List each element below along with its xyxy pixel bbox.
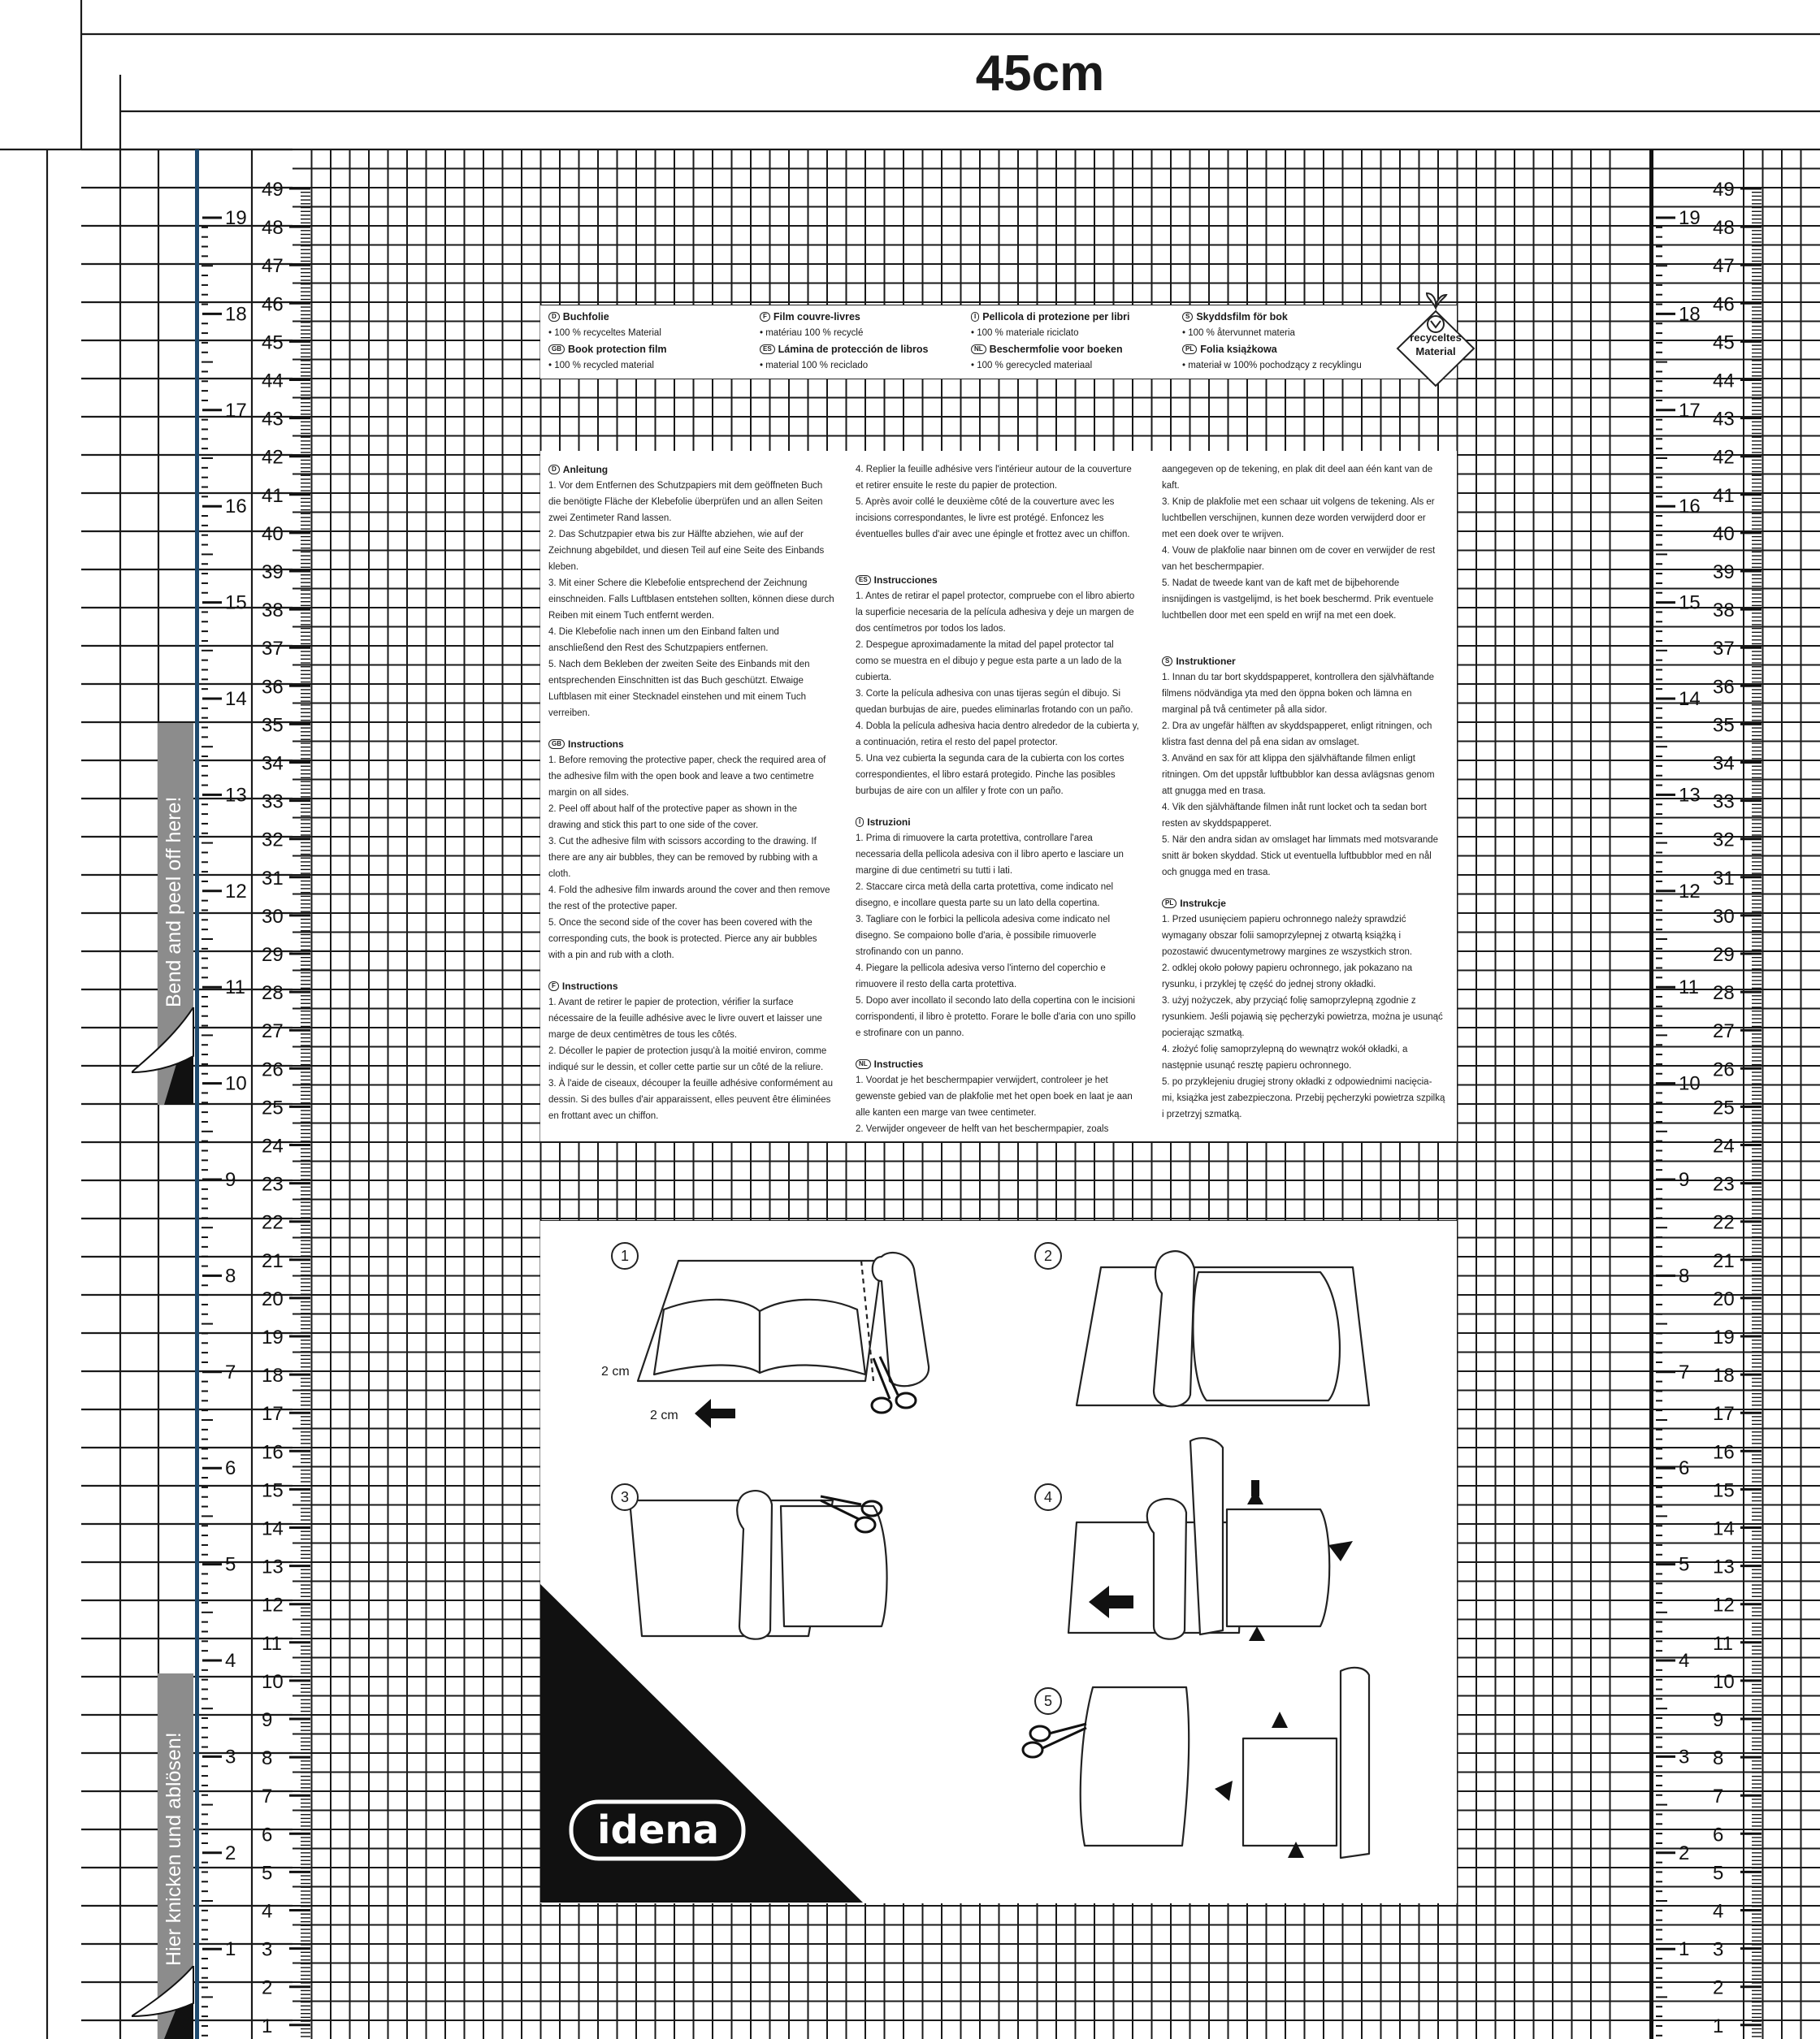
ruler-large-label: 34 [1713,752,1735,775]
ruler-large-label: 40 [1713,522,1735,545]
instruction-heading [856,1056,1148,1072]
ruler-large-label: 13 [262,1556,284,1578]
ruler-large-label: 20 [262,1288,284,1310]
ruler-large-label: 3 [262,1938,273,1961]
material-title [548,309,661,325]
ruler-large-label: 46 [262,293,284,316]
language-badge: S [1182,312,1193,322]
ruler-large-label: 38 [262,600,284,622]
ruler-large-label: 12 [262,1594,284,1617]
step5-book-a [1081,1687,1189,1846]
ruler-small-label: 12 [225,880,247,903]
ruler-large-label: 13 [1713,1556,1735,1578]
ruler-large-label: 7 [1713,1786,1724,1808]
ruler-large-label: 15 [262,1479,284,1502]
ruler-small-label: 1 [225,1938,236,1961]
ruler-large-label: 28 [262,982,284,1005]
step3-book [781,1506,887,1626]
step5-cover [1341,1668,1369,1858]
ruler-large-label: 31 [262,867,284,890]
ruler-large-label: 35 [1713,714,1735,737]
instruction-heading-text: Instruktioner [1176,656,1236,667]
material-note: • 100 % recycled material [548,361,654,370]
instruction-heading [548,736,841,752]
material-title [760,309,863,325]
material-note: • material 100 % reciclado [760,361,869,370]
material-entry [548,309,661,341]
ruler-large-label: 27 [262,1020,284,1043]
ruler-small-label: 3 [225,1746,236,1768]
ruler-large-label: 14 [262,1517,284,1540]
ruler-large-label: 17 [1713,1403,1735,1426]
peel-label-en: Bend and peel off here! [162,796,185,1007]
material-title-text: Film couvre-livres [773,311,860,323]
ruler-large-label: 46 [1713,293,1735,316]
ruler-small-label: 2 [1679,1842,1690,1864]
ruler-large-label: 18 [1713,1365,1735,1387]
ruler-small-label: 15 [225,591,247,614]
brand-logo-text: idena [597,1807,719,1853]
width-dimension-label: 45cm [975,45,1105,102]
ruler-large-label: 12 [1713,1594,1735,1617]
instruction-text: 1. Before removing the protective paper, check the required area of the adhesive film with the open book and leave a two centimetre margin on all sides. 2. Peel off about half of the protective paper as shown in the drawing and stick this part to one side of the cover. 3. Cut the adhesive film with scissors according to the drawing. If there are any air bubbles, they can be removed by rubbing with a cloth. 4. Fold the adhesive film inwards around the cover and then remove the rest of the protective paper. 5. Once the second side of the cover has been covered with the corresponding cuts, the book is protected. Pierce any air bubbles with a pin and rub with a cloth. [548,755,830,960]
ruler-large-label: 39 [262,561,284,583]
ruler-large-label: 45 [262,331,284,354]
ruler-large-label: 3 [1713,1938,1724,1961]
ruler-large-label: 26 [262,1058,284,1081]
ruler-small-label: 10 [1679,1072,1701,1095]
ruler-large-label: 43 [1713,408,1735,431]
material-title-text: Book protection film [568,344,667,355]
ruler-small-label: 5 [1679,1553,1690,1576]
peel-corner-de-icon [132,1966,195,2039]
instruction-text: 1. Avant de retirer le papier de protection, vérifier la surface nécessaire de la feuille adhésive avec le livre ouvert et laisser une marge de deux centimètres de tous les côtés. 2. Décoller le papier de protection jusqu'à la moitié environ, comme indiqué sur le dessin, et coller cette partie sur un côté de la reliure. 3. À l'aide de ciseaux, découper la feuille adhésive conformément au dessin. Si des bulles d'air apparaissent, elles peuvent être éliminées en frottant avec un chiffon. [548,998,833,1121]
material-entry [548,341,667,374]
instruction-heading-text: Instructies [873,1058,924,1070]
ruler-large-label: 49 [262,179,284,201]
instruction-text: 1. Innan du tar bort skyddspapperet, kontrollera den självhäftande filmens nödvändiga yta med den öppna boken och lämna en marginal på två centimeter på alla sidor. 2. Dra av ungefär hälften av skyddspapperet, enligt ritningen, och klistra fast denna del på ena sidan av omslaget. 3. Använd en sax för att klippa den självhäftande filmen enligt ritningen. Om det uppstår luftbubblor kan dessa avlägsnas genom att gnugga med en trasa. 4. Vik den självhäftande filmen inåt runt locket och ta sedan bort resten av skyddspapperet. 5. När den andra sidan av omslaget har limmats med motsvarande snitt är boken skyddad. Stick ut eventuella luftbubblor med en nål och gnugga med en trasa. [1162,673,1439,877]
ruler-small-label: 16 [1679,496,1701,518]
ruler-large-label: 30 [262,905,284,928]
ruler-small-label: 16 [225,496,247,518]
ruler-large-label: 32 [1713,829,1735,851]
ruler-small-label: 7 [225,1361,236,1383]
ruler-large-label: 19 [262,1327,284,1349]
ruler-large-label: 44 [262,370,284,392]
ruler-small-label: 9 [225,1169,236,1191]
ruler-small-label: 13 [1679,784,1701,807]
ruler-large-label: 9 [1713,1709,1724,1731]
step3-roll [737,1491,772,1639]
material-title [971,341,1123,357]
ruler-large-label: 5 [262,1862,273,1885]
ruler-large-label: 15 [1713,1479,1735,1502]
ruler-small-label: 17 [225,399,247,422]
ruler-large-label: 25 [1713,1097,1735,1119]
ruler-large-label: 47 [1713,255,1735,278]
instruction-text: 1. Przed usunięciem papieru ochronnego należy sprawdzić wymagany obszar folii samoprzylepnej z otwartą książką i pozostawić dwucentymetrowy margines ze wszystkich stron. 2. odklej około połowy papieru ochronnego, jak pokazano na rysunku, i przyklej tę część do jednej strony okładki. 3. użyj nożyczek, aby przyciąć folię samoprzylepną zgodnie z rysunkiem. Jeśli pojawią się pęcherzyki powietrza, można je usunąć pocierając szmatką. 4. złożyć folię samoprzylepną do wewnątrz wokół okładki, a następnie usunąć resztę papieru ochronnego. 5. po przyklejeniu drugiej strony okładki z odpowiednimi nacięcia- mi, książka jest zabezpieczona. Przebij pęcherzyki powietrza szpilką i przetrzyj szmatką. [1162,915,1445,1119]
ruler-large-label: 2 [262,1976,273,1999]
instruction-heading-text: Instrukcje [1180,898,1226,909]
material-title [548,341,667,357]
step1-book-left [654,1300,760,1374]
ruler-large-label: 42 [1713,446,1735,469]
ruler-small-label: 10 [225,1072,247,1095]
language-badge: PL [1162,898,1176,908]
ruler-small-label: 3 [1679,1746,1690,1768]
ruler-large-label: 21 [1713,1249,1735,1272]
instructions-column [856,461,1148,1137]
ruler-large-label: 1 [1713,2015,1724,2037]
ruler-small-label: 18 [225,303,247,326]
instruction-heading [1162,653,1454,669]
instruction-heading [548,978,841,994]
ruler-large-label: 37 [262,638,284,660]
ruler-large-label: 11 [262,1632,282,1655]
ruler-large-label: 29 [1713,944,1735,966]
ruler-large-label: 26 [1713,1058,1735,1081]
language-badge: S [1162,656,1172,666]
ruler-large-label: 24 [1713,1135,1735,1158]
ruler-large-label: 25 [262,1097,284,1119]
ruler-large-label: 35 [262,714,284,737]
step1-roll [873,1253,929,1386]
instruction-heading [1162,895,1454,911]
material-title-text: Skyddsfilm för bok [1196,311,1288,323]
ruler-small-label: 2 [225,1842,236,1864]
ruler-large-label: 9 [262,1709,273,1731]
material-entry [760,309,863,341]
ruler-small-label: 4 [225,1650,236,1672]
ruler-large-label: 4 [262,1900,273,1923]
ruler-small-label: 1 [1679,1938,1690,1961]
ruler-small-label: 12 [1679,880,1701,903]
ruler-large-label: 37 [1713,638,1735,660]
ruler-large-label: 34 [262,752,284,775]
ruler-small-label: 11 [225,976,245,999]
ruler-large-label: 30 [1713,905,1735,928]
ruler-large-label: 14 [1713,1517,1735,1540]
ruler-large-label: 17 [262,1403,284,1426]
language-badge: GB [548,739,565,749]
ruler-large-label: 47 [262,255,284,278]
ruler-small-label: 18 [1679,303,1701,326]
step4-book [1227,1509,1329,1626]
instruction-text: 1. Vor dem Entfernen des Schutzpapiers mit dem geöffneten Buch die benötigte Fläche der Klebefolie überprüfen und an allen Seiten zwei Zentimeter Rand lassen. 2. Das Schutzpapier etwa bis zur Hälfte abziehen, wie auf der Zeichnung abgebildet, und diesen Teil auf eine Seite des Einbands kleben. 3. Mit einer Schere die Klebefolie entsprechend der Zeichnung einschneiden. Falls Luftblasen entstehen sollten, können diese durch Reiben mit einem Tuch entfernt werden. 4. Die Klebefolie nach innen um den Einband falten und anschließend den Rest des Schutzpapiers entfernen. 5. Nach dem Bekleben der zweiten Seite des Einbands mit den entsprechenden Einschnitten ist das Buch geschützt. Etwaige Luftblasen mit einer Stecknadel einstehen und mit einem Tuch verreiben. [548,481,834,718]
ruler-large-label: 1 [262,2015,273,2037]
ruler-large-label: 36 [1713,676,1735,699]
language-badge: ES [760,344,775,354]
material-title-text: Pellicola di protezione per libri [982,311,1130,323]
ruler-large-label: 20 [1713,1288,1735,1310]
material-note: • 100 % återvunnet materia [1182,328,1295,338]
ruler-large-label: 33 [262,790,284,813]
ruler-large-label: 4 [1713,1900,1724,1923]
step4-roll [1147,1499,1186,1639]
ruler-large-label: 41 [262,484,284,507]
ruler-small-label: 6 [225,1457,236,1480]
material-title-text: Buchfolie [562,311,609,323]
step-1-badge: 1 [611,1242,639,1270]
ruler-large-label: 10 [262,1670,284,1693]
ruler-large-label: 43 [262,408,284,431]
instruction-text: 1. Voordat je het beschermpapier verwijdert, controleer je het gewenste gebied van de plakfolie met het open boek en laat je aan alle kanten een marge van twee centimeter. 2. Verwijder ongeveer de helft van het beschermpapier, zoals [856,1076,1133,1134]
ruler-small-label: 8 [225,1265,236,1288]
instruction-heading [856,572,1148,588]
material-title-text: Beschermfolie voor boeken [989,344,1123,355]
instruction-heading-text: Anleitung [562,464,609,475]
instruction-heading [548,461,841,478]
ruler-large-label: 45 [1713,331,1735,354]
ruler-large-label: 11 [1713,1632,1733,1655]
instruction-text: aangegeven op de tekening, en plak dit deel aan één kant van de kaft. 3. Knip de plakfolie met een schaar uit volgens de tekening. Als er luchtbellen verschijnen, kunnen deze worden verwijderd door er met een doek over te wrijven. 4. Vouw de plakfolie naar binnen om de cover en verwijder de rest van het beschermpapier. 5. Nadat de tweede kant van de kaft met de bijbehorende insnijdingen is vastgelijmd, is het boek beschermd. Prik eventuele luchtbellen door met een speld en wrijf na met een doek. [1162,465,1436,621]
ruler-large-label: 39 [1713,561,1735,583]
ruler-large-label: 16 [262,1441,284,1464]
language-badge: PL [1182,344,1197,354]
ruler-large-label: 16 [1713,1441,1735,1464]
ruler-small-label: 6 [1679,1457,1690,1480]
ruler-large-label: 8 [262,1747,273,1770]
ruler-large-label: 33 [1713,790,1735,813]
instruction-text: 4. Replier la feuille adhésive vers l'intérieur autour de la couverture et retirer ensuite le reste du papier de protection. 5. Après avoir collé le deuxième côté de la couverture avec les incisions correspondantes, le livre est protégé. Enfoncez les éventuelles bulles d'air avec une épingle et frottez avec un chiffon. [856,465,1132,539]
ruler-bar [195,149,199,2039]
ruler-large-label: 31 [1713,867,1735,890]
margin-label-left: 2 cm [601,1365,630,1379]
instruction-heading-text: Istruzioni [867,816,911,828]
ruler-large-label: 18 [262,1365,284,1387]
language-badge: NL [971,344,986,354]
step5-book-b [1243,1738,1337,1846]
material-note: • 100 % recyceltes Material [548,328,661,338]
ruler-large-label: 19 [1713,1327,1735,1349]
ruler-small-label: 14 [225,688,247,710]
language-badge: D [548,465,560,474]
material-entry [971,341,1123,374]
badge-line-1: recyceltes [1410,331,1462,344]
material-title-text: Folia książkowa [1200,344,1277,355]
ruler-large-label: 21 [262,1249,284,1272]
language-badge: I [971,312,979,322]
ruler-large-label: 10 [1713,1670,1735,1693]
ruler-large-label: 42 [262,446,284,469]
ruler-small-label: 19 [225,207,247,229]
ruler-large-label: 6 [262,1824,273,1846]
instruction-text: 1. Antes de retirar el papel protector, compruebe con el libro abierto la superficie necesaria de la película adhesiva y deje un margen de dos centímetros por todos los lados. 2. Despegue aproximadamente la mitad del papel protector tal como se muestra en el dibujo y pegue esta parte a un lado de la cubierta. 3. Corte la película adhesiva con unas tijeras según el dibujo. Si quedan burbujas de aire, puedes eliminarlas frotando con un paño. 4. Dobla la película adhesiva hacia dentro alrededor de la cubierta y, a continuación, retira el resto del papel protector. 5. Una vez cubierta la segunda cara de la cubierta con los cortes correspondientes, el libro estará protegido. Pinche las posibles burbujas de aire con un alfiler y frote con un paño. [856,591,1139,796]
step-3-badge: 3 [611,1483,639,1511]
step-5-badge: 5 [1034,1687,1062,1715]
language-badge: NL [856,1059,871,1069]
instruction-heading-text: Instructions [561,981,618,992]
material-title [760,341,928,357]
ruler-large-label: 22 [262,1211,284,1234]
ruler-small-label: 13 [225,784,247,807]
material-entry [1182,309,1295,341]
language-badge: GB [548,344,565,354]
material-title-text: Lámina de protección de libros [778,344,929,355]
ruler-small-label: 9 [1679,1169,1690,1191]
step1-book-right [760,1300,865,1374]
material-note: • 100 % materiale riciclato [971,328,1079,338]
material-entry [760,341,928,374]
ruler-large-label: 38 [1713,600,1735,622]
ruler-large-label: 2 [1713,1976,1724,1999]
ruler-large-label: 40 [262,522,284,545]
margin-label-bottom: 2 cm [650,1409,678,1422]
ruler-small-label: 7 [1679,1361,1690,1383]
material-entry [971,309,1130,341]
material-title [1182,341,1362,357]
ruler-large-label: 22 [1713,1211,1735,1234]
ruler-large-label: 5 [1713,1862,1724,1885]
ruler-large-label: 44 [1713,370,1735,392]
ruler-large-label: 27 [1713,1020,1735,1043]
ruler-large-label: 41 [1713,484,1735,507]
ruler-small-label: 15 [1679,591,1701,614]
material-entry [1182,341,1362,374]
instruction-heading-text: Instrucciones [873,574,938,586]
language-badge: F [548,981,559,991]
language-badge: D [548,312,560,322]
instructions-column [548,461,841,1124]
ruler-large-label: 28 [1713,982,1735,1005]
ruler-large-label: 32 [262,829,284,851]
ruler-large-label: 8 [1713,1747,1724,1770]
instruction-heading-text: Instructions [568,738,624,750]
instructions-column [1162,461,1454,1123]
language-badge: ES [856,575,871,585]
peel-label-de: Hier knicken und ablösen! [162,1732,185,1966]
ruler-large-label: 23 [1713,1173,1735,1196]
ruler-small-label: 5 [225,1553,236,1576]
badge-line-2: Material [1415,345,1456,357]
peel-corner-en-icon [132,1007,195,1105]
step2-roll [1154,1251,1194,1406]
material-note: • materiał w 100% pochodzący z recyklingu [1182,361,1362,370]
step-2-badge: 2 [1034,1242,1062,1270]
ruler-large-label: 49 [1713,179,1735,201]
ruler-large-label: 6 [1713,1824,1724,1846]
ruler-small-label: 14 [1679,688,1701,710]
ruler-small-label: 8 [1679,1265,1690,1288]
ruler-large-label: 48 [1713,217,1735,240]
ruler-large-label: 23 [262,1173,284,1196]
ruler-bar [1649,149,1653,2039]
step-4-badge: 4 [1034,1483,1062,1511]
material-note: • 100 % gerecycled materiaal [971,361,1093,370]
language-badge: F [760,312,770,322]
ruler-large-label: 36 [262,676,284,699]
ruler-small-label: 11 [1679,976,1699,999]
steps-illustration [540,1220,1457,1903]
instruction-text: 1. Prima di rimuovere la carta protettiva, controllare l'area necessaria della pellicola adesiva con il libro aperto e lasciare un margine di due centimetri su tutti i lati. 2. Staccare circa metà della carta protettiva, come indicato nel disegno, e incollare questa parte su un lato della copertina. 3. Tagliare con le forbici la pellicola adesiva come indicato nel disegno. Se compaiono bolle d'aria, è possibile rimuoverle strofinando con un panno. 4. Piegare la pellicola adesiva verso l'interno del coperchio e rimuovere il resto della carta protettiva. 5. Dopo aver incollato il secondo lato della copertina con le incisioni corrispondenti, il libro è protetto. Forare le bolle d'aria con uno spillo e strofinare con un panno. [856,833,1136,1038]
language-badge: I [856,817,864,827]
instruction-heading [856,814,1148,830]
material-title [971,309,1130,325]
step2-book [1193,1272,1340,1400]
ruler-small-label: 4 [1679,1650,1690,1672]
ruler-small-label: 19 [1679,207,1701,229]
ruler-large-label: 7 [262,1786,273,1808]
ruler-large-label: 24 [262,1135,284,1158]
material-note: • matériau 100 % recyclé [760,328,864,338]
ruler-small-label: 17 [1679,399,1701,422]
material-title [1182,309,1295,325]
ruler-large-label: 48 [262,217,284,240]
ruler-large-label: 29 [262,944,284,966]
